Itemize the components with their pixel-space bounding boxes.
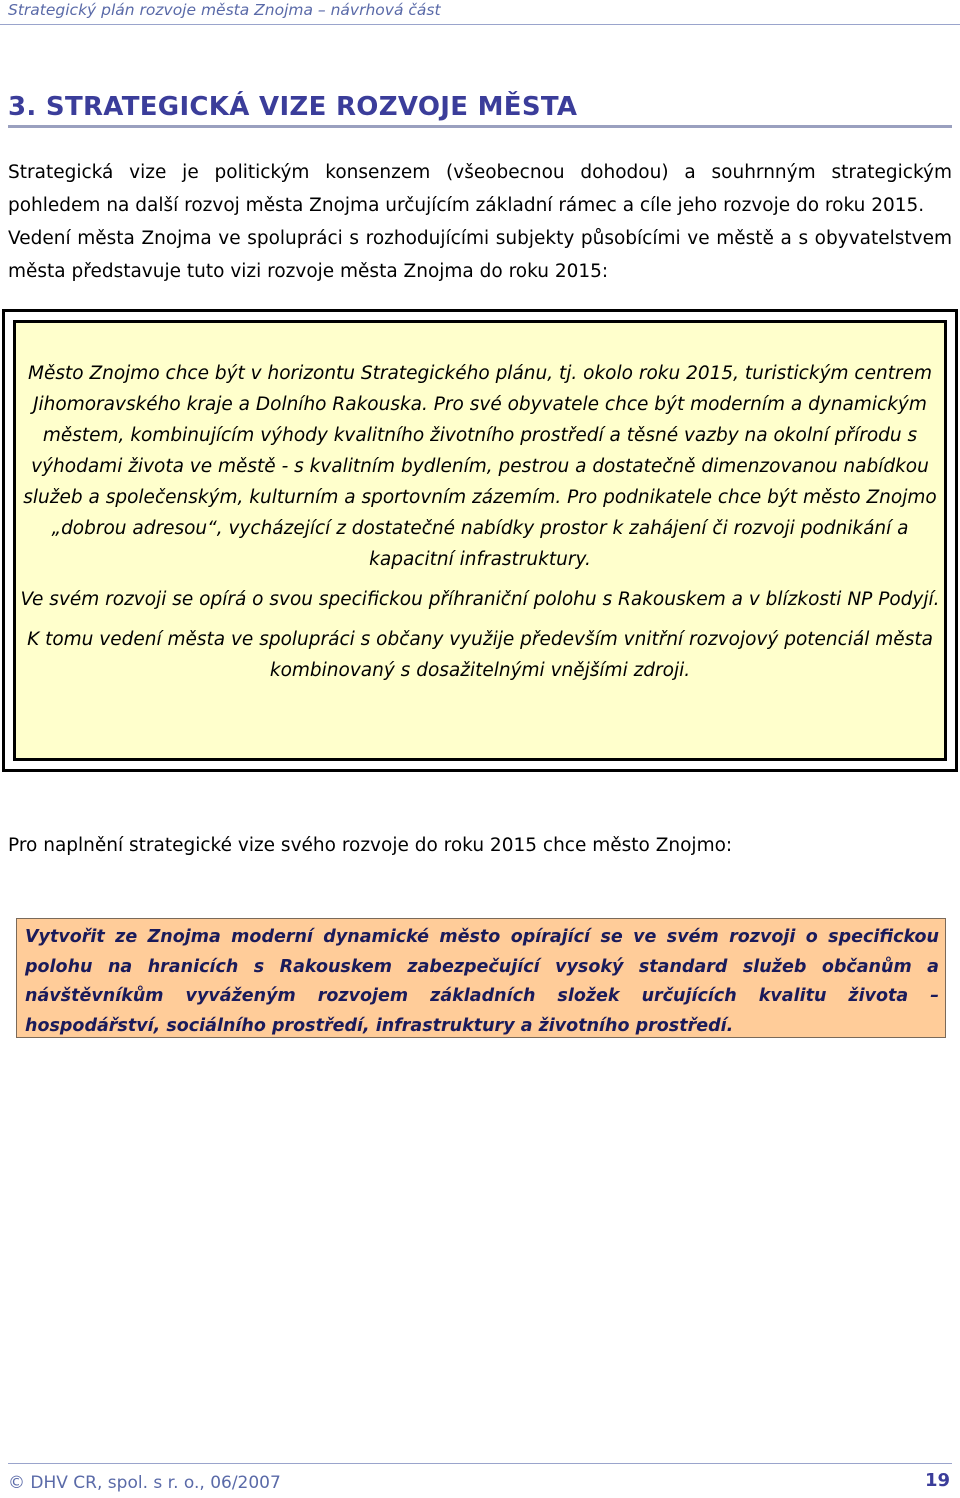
vision-paragraph: Ve svém rozvoji se opírá o svou specifickou příhraniční polohu s Rakouskem a v blízkosti NP Podyjí. <box>20 589 940 610</box>
goal-intro-text: Pro naplnění strategické vize svého rozvoje do roku 2015 chce město Znojmo: <box>8 835 733 856</box>
goal-box <box>16 918 946 1038</box>
goal-text: Vytvořit ze Znojma moderní dynamické město opírající se ve svém rozvoji o specifickou polohu na hranicích s Rakouskem zabezpečující vysoký standard služeb občanům a návštěvníkům vyváženým rozvojem základních složek určujících kvalitu života – hospodářství, sociálního prostředí, infrastruktury a životního prostředí. <box>25 927 939 1036</box>
vision-paragraph: Město Znojmo chce být v horizontu Strategického plánu, tj. okolo roku 2015, turistickým centrem Jihomoravského kraje a Dolního Rakouska. Pro své obyvatele chce být moderním a dynamickým městem, kombinujícím výhody kvalitního životního prostředí a těsné vazby na okolní přírodu s výhodami života ve městě - s kvalitním bydlením, pestrou a dostatečně dimenzovanou nabídkou služeb a společenským, kulturním a sportovním zázemím. Pro podnikatele chce být město Znojmo „dobrou adresou“, vycházející z dostatečné nabídky prostor k zahájení či rozvoji podnikání a kapacitní infrastruktury. <box>23 363 937 570</box>
heading-divider <box>8 125 952 128</box>
page-number: 19 <box>924 1470 950 1491</box>
header-divider <box>0 24 960 25</box>
intro-paragraph: Vedení města Znojma ve spolupráci s rozhodujícími subjekty působícími ve městě a s obyvatelstvem města představuje tuto vizi rozvoje města Znojma do roku 2015: <box>8 228 952 282</box>
footer-divider <box>8 1463 952 1464</box>
vision-statement <box>14 358 946 695</box>
section-heading: 3. STRATEGICKÁ VIZE ROZVOJE MĚSTA <box>8 92 578 122</box>
intro-text <box>8 156 952 288</box>
document-header-title: Strategický plán rozvoje města Znojma – návrhová část <box>8 1 441 19</box>
vision-paragraph: K tomu vedení města ve spolupráci s občany využije především vnitřní rozvojový potenciál města kombinovaný s dosažitelnými vnějšími zdroji. <box>27 629 933 681</box>
intro-paragraph: Strategická vize je politickým konsenzem (všeobecnou dohodou) a souhrnným strategickým pohledem na další rozvoj města Znojma určujícím základní rámec a cíle jeho rozvoje do roku 2015. <box>8 162 952 216</box>
footer-copyright: © DHV CR, spol. s r. o., 06/2007 <box>8 1473 281 1493</box>
